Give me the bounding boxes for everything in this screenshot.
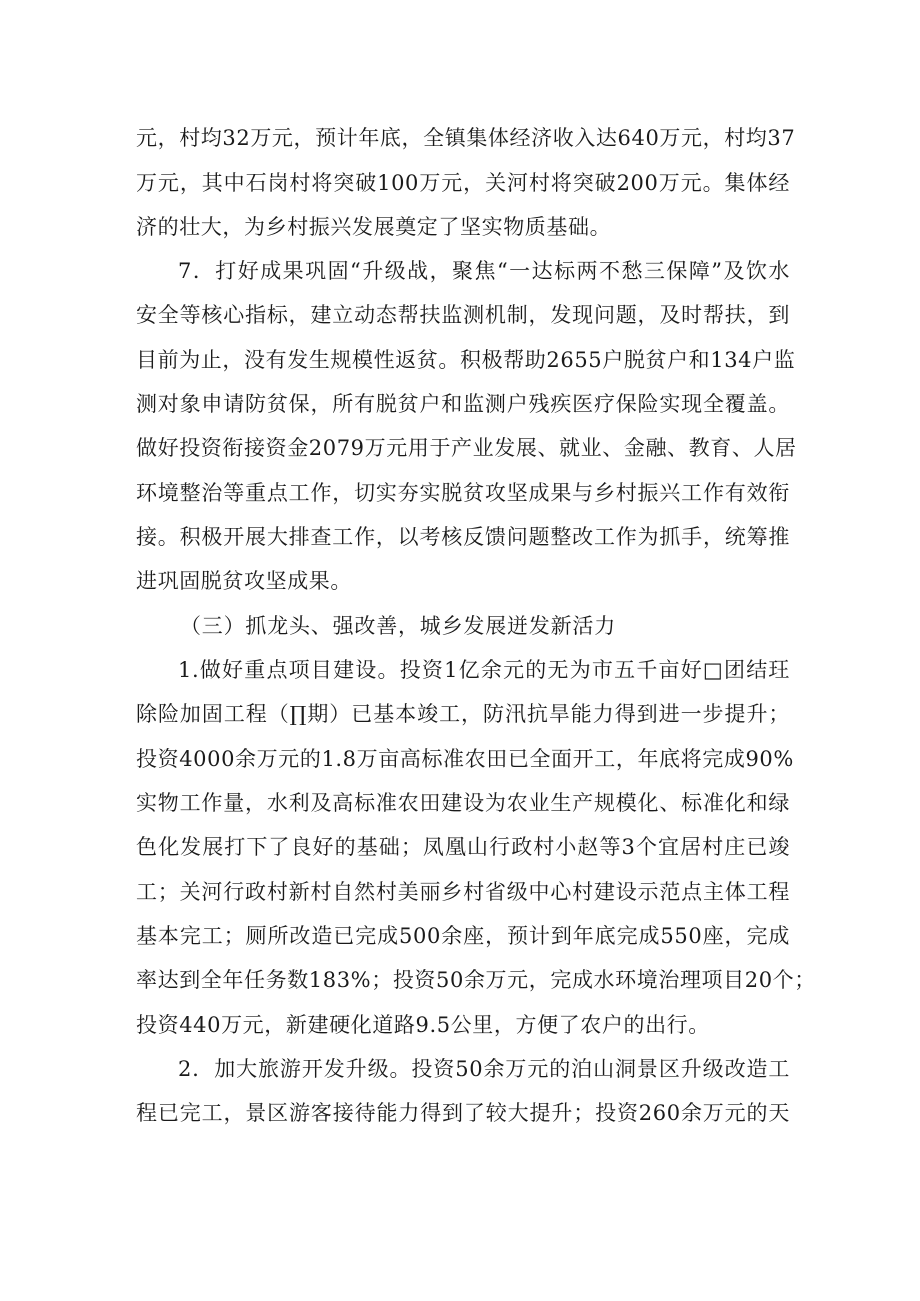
body-text-line: 进巩固脱贫攻坚成果。: [136, 569, 352, 593]
body-text-line: 投资4000余万元的1.8万亩高标准农田已全面开工，年底将完成90%: [136, 747, 794, 771]
body-text-line: 济的壮大，为乡村振兴发展奠定了坚实物质基础。: [136, 215, 612, 239]
body-text-line: 万元，其中石岗村将突破100万元，关河村将突破200万元。集体经: [136, 171, 790, 195]
body-text-line: 接。积极开展大排查工作，以考核反馈问题整改工作为抓手，统筹推: [136, 525, 790, 549]
paragraph-item-7-start: 7．打好成果巩固“升级战，聚焦“一达标两不愁三保障”及饮水: [178, 259, 790, 283]
body-text-line: 目前为止，没有发生规模性返贫。积极帮助2655户脱贫户和134户监: [136, 348, 796, 372]
body-text-line: 元，村均32万元，预计年底，全镇集体经济收入达640万元，村均37: [136, 126, 796, 150]
body-text-line: 色化发展打下了良好的基础；凤凰山行政村小赵等3个宜居村庄已竣: [136, 835, 790, 859]
body-text-line: 投资440万元，新建硬化道路9.5公里，方便了农户的出行。: [136, 1013, 710, 1037]
body-text-line: 除险加固工程（∏期）已基本竣工，防汛抗旱能力得到进一步提升；: [136, 702, 790, 726]
body-text-line: 做好投资衔接资金2079万元用于产业发展、就业、金融、教育、人居: [136, 436, 797, 460]
body-text-line: 实物工作量，水利及高标准农田建设为农业生产规模化、标准化和绿: [136, 791, 790, 815]
body-text-line: 工；关河行政村新村自然村美丽乡村省级中心村建设示范点主体工程: [136, 880, 790, 904]
paragraph-item-1-start: 1.做好重点项目建设。投资1亿余元的无为市五千亩好□团结玨: [178, 658, 790, 682]
body-text-line: 程已完工，景区游客接待能力得到了较大提升；投资260余万元的天: [136, 1101, 790, 1125]
body-text-line: 率达到全年任务数183%；投资50余万元，完成水环境治理项目20个；: [136, 968, 816, 992]
body-text-line: 测对象申请防贫保，所有脱贫户和监测户残疾医疗保险实现全覆盖。: [136, 392, 790, 416]
paragraph-item-2-start: 2．加大旅游开发升级。投资50余万元的泊山洞景区升级改造工: [178, 1057, 790, 1081]
body-text-line: 环境整治等重点工作，切实夯实脱贫攻坚成果与乡村振兴工作有效衔: [136, 481, 790, 505]
body-text-line: 基本完工；厕所改造已完成500余座，预计到年底完成550座，完成: [136, 924, 790, 948]
body-text-line: 安全等核心指标，建立动态帮扶监测机制，发现问题，及时帮扶，到: [136, 303, 790, 327]
section-heading: （三）抓龙头、强改善，城乡发展迸发新活力: [180, 614, 616, 638]
